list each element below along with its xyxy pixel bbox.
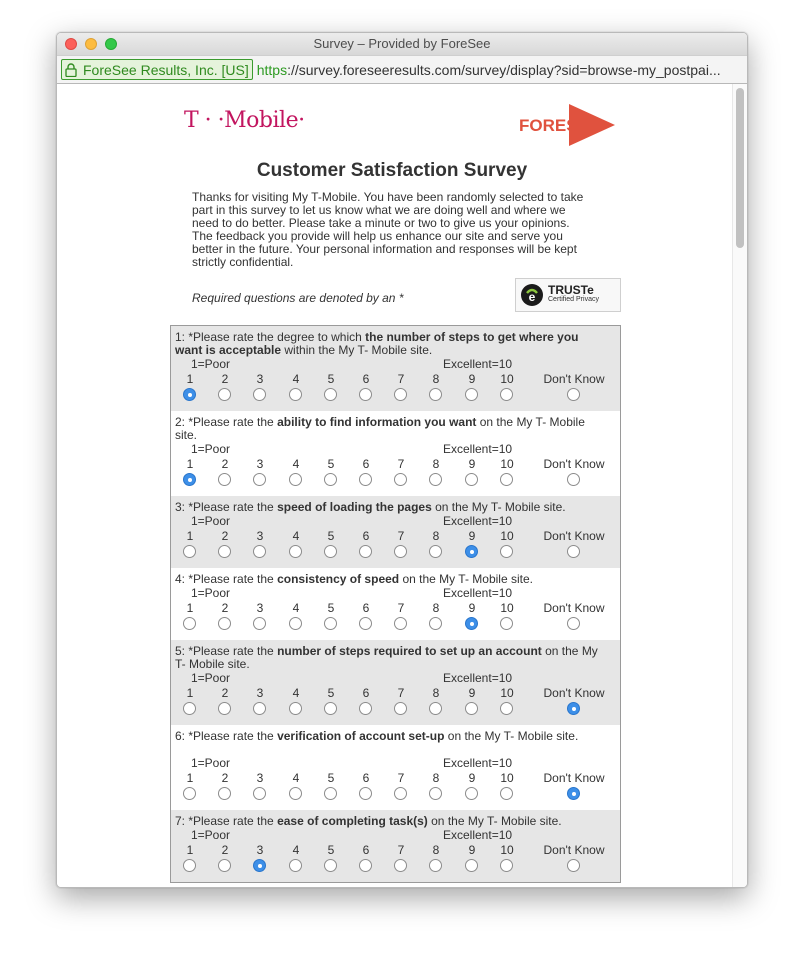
rating-radio-9[interactable]: [465, 702, 478, 715]
scale-number-label: 5: [327, 771, 335, 785]
question-prefix: *Please rate the: [188, 572, 278, 586]
rating-radio-7[interactable]: [394, 617, 407, 630]
scale-number-label: 3: [256, 771, 264, 785]
scale-number-label: 9: [468, 601, 476, 615]
rating-radio-2[interactable]: [218, 787, 231, 800]
scale-number-label: 9: [468, 457, 476, 471]
rating-radio-6[interactable]: [359, 545, 372, 558]
rating-radio-9[interactable]: [465, 617, 478, 630]
rating-radio-2[interactable]: [218, 702, 231, 715]
scale-number-label: 6: [362, 529, 370, 543]
scale-number-label: 10: [500, 686, 514, 700]
rating-radio-3[interactable]: [253, 388, 266, 401]
scale-number-label: 7: [397, 529, 405, 543]
scale-number-label: 1: [186, 457, 194, 471]
rating-radio-2[interactable]: [218, 617, 231, 630]
question-number: 6:: [175, 729, 189, 743]
rating-radio-9[interactable]: [465, 545, 478, 558]
scale-number-label: 9: [468, 686, 476, 700]
foresee-logo-text: FORESEE: [519, 116, 601, 135]
rating-radio-4[interactable]: [289, 859, 302, 872]
scale-number-label: 8: [432, 601, 440, 615]
rating-radio-6[interactable]: [359, 787, 372, 800]
dont-know-radio[interactable]: [567, 617, 580, 630]
question-number: 7:: [175, 814, 189, 828]
rating-radio-4[interactable]: [289, 787, 302, 800]
question-text: [175, 331, 605, 357]
dont-know-label: Don't Know: [543, 686, 605, 700]
question-number: 1:: [175, 330, 189, 344]
rating-radio-3[interactable]: [253, 617, 266, 630]
rating-radio-1[interactable]: [183, 859, 196, 872]
question-suffix: on the My T- Mobile site.: [175, 644, 598, 671]
rating-radio-7[interactable]: [394, 473, 407, 486]
scale-number-label: 6: [362, 372, 370, 386]
scale-number-label: 6: [362, 843, 370, 857]
scale-number-label: 2: [221, 457, 229, 471]
scale-number-label: 10: [500, 457, 514, 471]
scale-excellent-label: Excellent=10: [443, 756, 513, 770]
rating-radio-4[interactable]: [289, 617, 302, 630]
rating-radio-5[interactable]: [324, 617, 337, 630]
question-text: [175, 416, 605, 442]
question-prefix: *Please rate the: [188, 644, 278, 658]
question-prefix: *Please rate the: [188, 500, 278, 514]
survey-questions: [170, 325, 621, 883]
scale-excellent-label: Excellent=10: [443, 828, 513, 842]
rating-radio-6[interactable]: [359, 388, 372, 401]
rating-radio-7[interactable]: [394, 859, 407, 872]
rating-radio-5[interactable]: [324, 545, 337, 558]
question-topic: ease of completing task(s): [277, 814, 428, 828]
lock-icon: [65, 63, 77, 77]
address-bar[interactable]: [57, 55, 747, 84]
question-number: 4:: [175, 572, 189, 586]
rating-radio-5[interactable]: [324, 859, 337, 872]
dont-know-label: Don't Know: [543, 372, 605, 386]
question-7: [171, 810, 620, 882]
rating-radio-7[interactable]: [394, 787, 407, 800]
question-suffix: on the My T- Mobile site.: [431, 500, 566, 514]
scale-number-label: 10: [500, 372, 514, 386]
rating-radio-8[interactable]: [429, 787, 442, 800]
rating-radio-7[interactable]: [394, 545, 407, 558]
scale-number-label: 7: [397, 372, 405, 386]
truste-seal[interactable]: [515, 278, 621, 312]
scale-number-label: 7: [397, 457, 405, 471]
question-prefix: *Please rate the: [188, 415, 278, 429]
scale-poor-label: 1=Poor: [191, 514, 231, 528]
dont-know-label: Don't Know: [543, 771, 605, 785]
question-prefix: *Please rate the: [188, 729, 278, 743]
required-note: Required questions are denoted by an *: [192, 291, 404, 305]
truste-subtitle: Certified Privacy: [548, 296, 599, 303]
scale-number-label: 8: [432, 843, 440, 857]
rating-radio-6[interactable]: [359, 702, 372, 715]
question-topic: consistency of speed: [277, 572, 400, 586]
rating-radio-10[interactable]: [500, 859, 513, 872]
question-topic: speed of loading the pages: [277, 500, 432, 514]
scale-number-label: 1: [186, 601, 194, 615]
rating-radio-1[interactable]: [183, 617, 196, 630]
question-1: [171, 326, 620, 411]
tmobile-logo: T · ·Mobile·: [184, 108, 305, 133]
ev-organization: ForeSee Results, Inc. [US]: [83, 61, 249, 78]
rating-radio-1[interactable]: [183, 545, 196, 558]
scale-number-label: 6: [362, 601, 370, 615]
url-rest: ://survey.foreseeresults.com/survey/display?sid=browse-my_postpai...: [287, 61, 721, 78]
rating-radio-5[interactable]: [324, 388, 337, 401]
close-window-button[interactable]: [65, 38, 77, 50]
rating-radio-4[interactable]: [289, 702, 302, 715]
rating-radio-3[interactable]: [253, 545, 266, 558]
browser-window: [56, 32, 748, 888]
rating-radio-10[interactable]: [500, 787, 513, 800]
question-text: [175, 815, 605, 828]
scale-poor-label: 1=Poor: [191, 357, 231, 371]
dont-know-label: Don't Know: [543, 601, 605, 615]
question-text: [175, 573, 605, 586]
foresee-logo: [517, 102, 617, 148]
scrollbar-thumb[interactable]: [736, 88, 744, 248]
scale-number-label: 3: [256, 601, 264, 615]
question-number: 5:: [175, 644, 189, 658]
question-5: [171, 640, 620, 725]
page-title: Customer Satisfaction Survey: [256, 160, 528, 181]
scale-number-label: 2: [221, 686, 229, 700]
scale-number-label: 1: [186, 686, 194, 700]
window-title: Survey – Provided by ForeSee: [313, 36, 491, 51]
url-scheme: https: [256, 61, 288, 78]
scale-number-label: 9: [468, 843, 476, 857]
minimize-window-button[interactable]: [85, 38, 97, 50]
dont-know-label: Don't Know: [543, 457, 605, 471]
scale-poor-label: 1=Poor: [191, 756, 231, 770]
scale-number-label: 8: [432, 372, 440, 386]
rating-radio-9[interactable]: [465, 787, 478, 800]
question-suffix: on the My T- Mobile site.: [427, 814, 562, 828]
dont-know-radio[interactable]: [567, 473, 580, 486]
rating-radio-8[interactable]: [429, 545, 442, 558]
scale-number-label: 4: [292, 457, 300, 471]
rating-radio-10[interactable]: [500, 473, 513, 486]
question-2: [171, 411, 620, 496]
question-4: [171, 568, 620, 640]
rating-radio-1[interactable]: [183, 473, 196, 486]
question-text: [175, 501, 605, 514]
scale-number-label: 1: [186, 529, 194, 543]
rating-radio-3[interactable]: [253, 787, 266, 800]
rating-radio-7[interactable]: [394, 388, 407, 401]
scale-number-label: 8: [432, 686, 440, 700]
svg-text:e: e: [528, 290, 536, 304]
scale-number-label: 2: [221, 372, 229, 386]
scale-excellent-label: Excellent=10: [443, 442, 513, 456]
scale-number-label: 5: [327, 686, 335, 700]
rating-radio-10[interactable]: [500, 545, 513, 558]
scale-number-label: 2: [221, 601, 229, 615]
question-text: [175, 645, 605, 671]
dont-know-label: Don't Know: [543, 529, 605, 543]
question-6: [171, 725, 620, 810]
question-topic: ability to find information you want: [277, 415, 477, 429]
rating-radio-3[interactable]: [253, 859, 266, 872]
scale-number-label: 6: [362, 771, 370, 785]
rating-radio-10[interactable]: [500, 388, 513, 401]
scale-number-label: 1: [186, 843, 194, 857]
rating-radio-9[interactable]: [465, 388, 478, 401]
dont-know-radio[interactable]: [567, 787, 580, 800]
question-3: [171, 496, 620, 568]
rating-radio-2[interactable]: [218, 859, 231, 872]
rating-radio-10[interactable]: [500, 702, 513, 715]
scale-number-label: 2: [221, 771, 229, 785]
question-number: 2:: [175, 415, 189, 429]
scale-number-label: 1: [186, 372, 194, 386]
scale-number-label: 6: [362, 686, 370, 700]
scale-number-label: 4: [292, 686, 300, 700]
scale-number-label: 10: [500, 601, 514, 615]
dont-know-radio[interactable]: [567, 702, 580, 715]
rating-radio-5[interactable]: [324, 702, 337, 715]
dont-know-radio[interactable]: [567, 859, 580, 872]
rating-radio-2[interactable]: [218, 388, 231, 401]
maximize-window-button[interactable]: [105, 38, 117, 50]
scale-number-label: 8: [432, 457, 440, 471]
question-suffix: on the My T- Mobile site.: [175, 415, 585, 442]
rating-radio-2[interactable]: [218, 545, 231, 558]
rating-radio-8[interactable]: [429, 617, 442, 630]
scale-number-label: 10: [500, 529, 514, 543]
rating-radio-6[interactable]: [359, 859, 372, 872]
url-text[interactable]: [257, 62, 721, 78]
scale-number-label: 5: [327, 457, 335, 471]
scale-poor-label: 1=Poor: [191, 671, 231, 685]
scale-number-label: 4: [292, 529, 300, 543]
rating-radio-3[interactable]: [253, 473, 266, 486]
scale-number-label: 4: [292, 601, 300, 615]
rating-radio-8[interactable]: [429, 859, 442, 872]
scale-number-label: 1: [186, 771, 194, 785]
scale-excellent-label: Excellent=10: [443, 671, 513, 685]
rating-radio-5[interactable]: [324, 787, 337, 800]
scale-number-label: 7: [397, 686, 405, 700]
scale-poor-label: 1=Poor: [191, 828, 231, 842]
vertical-scrollbar[interactable]: [732, 84, 747, 887]
rating-radio-4[interactable]: [289, 473, 302, 486]
scale-number-label: 2: [221, 843, 229, 857]
scale-number-label: 10: [500, 843, 514, 857]
rating-radio-1[interactable]: [183, 702, 196, 715]
scale-number-label: 9: [468, 771, 476, 785]
question-topic: the number of steps to get where you want is acceptable: [175, 330, 579, 357]
page-content: [57, 84, 747, 887]
scale-number-label: 7: [397, 601, 405, 615]
rating-radio-7[interactable]: [394, 702, 407, 715]
question-topic: verification of account set-up: [277, 729, 445, 743]
rating-radio-5[interactable]: [324, 473, 337, 486]
question-text: [175, 730, 605, 743]
scale-number-label: 7: [397, 843, 405, 857]
rating-radio-4[interactable]: [289, 545, 302, 558]
ev-certificate-badge[interactable]: [61, 59, 253, 80]
question-topic: number of steps required to set up an account: [277, 644, 542, 658]
scale-poor-label: 1=Poor: [191, 442, 231, 456]
scale-number-label: 3: [256, 529, 264, 543]
question-suffix: on the My T- Mobile site.: [444, 729, 579, 743]
question-suffix: on the My T- Mobile site.: [399, 572, 533, 586]
title-bar: [57, 33, 747, 55]
scale-number-label: 5: [327, 529, 335, 543]
dont-know-label: Don't Know: [543, 843, 605, 857]
scale-number-label: 4: [292, 771, 300, 785]
intro-text: Thanks for visiting My T-Mobile. You have been randomly selected to take part in this survey to let us know what we are doing well and where we need to do better. Please take a minute or two to give us your opinions. The feedback you provide will help us enhance our site and serve you better in the future. Your personal information and responses will be kept strictly confidential.: [192, 190, 584, 269]
scale-number-label: 5: [327, 601, 335, 615]
question-prefix: *Please rate the degree to which: [188, 330, 366, 344]
rating-radio-10[interactable]: [500, 617, 513, 630]
rating-radio-2[interactable]: [218, 473, 231, 486]
rating-radio-8[interactable]: [429, 388, 442, 401]
scale-number-label: 5: [327, 843, 335, 857]
question-number: 3:: [175, 500, 189, 514]
scale-number-label: 3: [256, 372, 264, 386]
scale-number-label: 6: [362, 457, 370, 471]
scale-number-label: 5: [327, 372, 335, 386]
scale-number-label: 3: [256, 843, 264, 857]
rating-radio-1[interactable]: [183, 388, 196, 401]
rating-radio-8[interactable]: [429, 702, 442, 715]
rating-radio-6[interactable]: [359, 617, 372, 630]
scale-excellent-label: Excellent=10: [443, 514, 513, 528]
dont-know-radio[interactable]: [567, 545, 580, 558]
rating-radio-1[interactable]: [183, 787, 196, 800]
question-prefix: *Please rate the: [188, 814, 278, 828]
scale-number-label: 4: [292, 372, 300, 386]
scale-excellent-label: Excellent=10: [443, 586, 513, 600]
truste-title: TRUSTe: [548, 283, 594, 297]
truste-seal-icon: [520, 283, 544, 307]
rating-radio-3[interactable]: [253, 702, 266, 715]
scale-excellent-label: Excellent=10: [443, 357, 513, 371]
scale-number-label: 4: [292, 843, 300, 857]
rating-radio-6[interactable]: [359, 473, 372, 486]
rating-radio-8[interactable]: [429, 473, 442, 486]
scale-number-label: 9: [468, 372, 476, 386]
scale-number-label: 8: [432, 771, 440, 785]
scale-number-label: 10: [500, 771, 514, 785]
scale-number-label: 2: [221, 529, 229, 543]
rating-radio-9[interactable]: [465, 859, 478, 872]
scale-number-label: 8: [432, 529, 440, 543]
scale-number-label: 7: [397, 771, 405, 785]
rating-radio-4[interactable]: [289, 388, 302, 401]
scale-poor-label: 1=Poor: [191, 586, 231, 600]
rating-radio-9[interactable]: [465, 473, 478, 486]
dont-know-radio[interactable]: [567, 388, 580, 401]
scale-number-label: 9: [468, 529, 476, 543]
question-suffix: within the My T- Mobile site.: [281, 343, 433, 357]
scale-number-label: 3: [256, 457, 264, 471]
scale-number-label: 3: [256, 686, 264, 700]
